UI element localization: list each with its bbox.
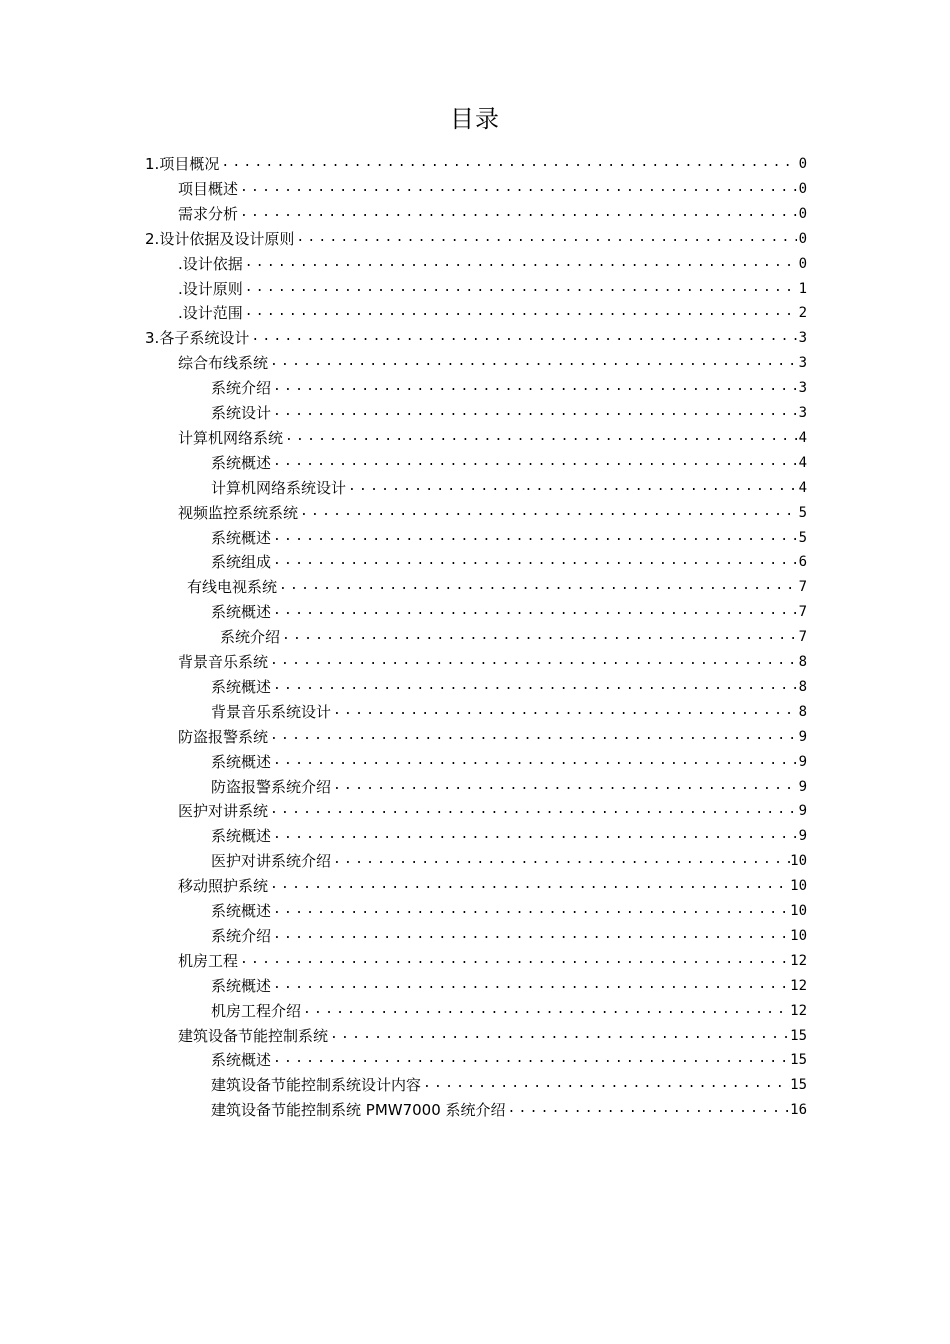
toc-entry[interactable] [178,275,807,299]
toc-entry-page: 3 [798,405,807,421]
toc-entry-label: 系统设计 [211,404,272,422]
toc-entry-label: 需求分析 [178,204,239,223]
toc-entry-page: 9 [798,753,807,770]
toc-leader-dots [506,1099,791,1119]
toc-entry-label: 视频监控系统系统 [178,503,299,522]
toc-entry[interactable] [211,1071,807,1095]
toc-entry[interactable] [211,748,807,772]
toc-entry[interactable] [211,548,807,572]
toc-entry-page: 4 [798,454,807,471]
toc-entry-page: 0 [798,156,807,172]
toc-entry-label: 医护对讲系统介绍 [211,852,332,871]
toc-entry-page: 10 [790,927,807,944]
toc-leader-dots [277,576,797,596]
toc-leader-dots [301,1000,790,1020]
toc-leader-dots [271,1049,790,1069]
toc-leader-dots [331,776,797,796]
toc-entry-page: 16 [790,1102,807,1119]
toc-entry-page: 15 [790,1077,807,1094]
toc-entry[interactable] [178,299,807,323]
toc-entry[interactable] [145,150,807,174]
toc-leader-dots [243,253,797,273]
toc-entry[interactable] [211,773,807,797]
toc-entry-label: 建筑设备节能控制系统 [178,1026,329,1045]
toc-entry-page: 0 [798,180,807,197]
toc-entry[interactable] [211,822,807,846]
toc-entry[interactable] [211,474,807,498]
toc-leader-dots [346,477,797,497]
toc-entry[interactable] [220,623,807,647]
toc-entry-label: 系统概述 [211,902,272,920]
toc-entry[interactable] [145,324,807,348]
toc-entry-label: 防盗报警系统 [178,727,269,746]
toc-entry-page: 3 [798,380,807,397]
toc-entry-label: 系统组成 [211,553,272,572]
toc-leader-dots [243,302,797,322]
toc-entry-label: 防盗报警系统介绍 [211,777,332,796]
toc-entry-page: 0 [798,205,807,222]
toc-entry-label: 设计依据及设计原则 [159,229,295,248]
toc-entry-page: 4 [798,479,807,496]
toc-entry[interactable] [187,573,807,597]
toc-entry-label: 背景音乐系统 [178,653,269,671]
toc-leader-dots [271,402,797,422]
toc-entry-label: 系统概述 [211,677,272,696]
toc-entry-page: 3 [798,330,807,347]
toc-entry-label: 建筑设备节能控制系统 PMW7000 系统介绍 [211,1101,506,1120]
toc-leader-dots [271,751,797,771]
toc-entry-page: 15 [790,1052,807,1069]
toc-entry[interactable] [211,524,807,548]
toc-leader-dots [421,1074,790,1094]
toc-entry-number: 3. [145,329,160,348]
toc-entry-page: 5 [798,529,807,546]
toc-entry[interactable] [211,399,807,423]
toc-entry-page: 1 [798,280,807,297]
toc-entry-page: 7 [798,629,807,646]
toc-entry-page: 7 [798,579,807,596]
toc-entry-number: 2. [145,229,160,248]
toc-entry-label: 机房工程 [178,951,239,970]
toc-entry[interactable] [145,225,807,249]
toc-entry-label: 综合布线系统 [178,354,269,373]
toc-entry[interactable] [178,349,807,373]
toc-entry-label: 机房工程介绍 [211,1001,302,1020]
toc-leader-dots [219,153,797,173]
toc-entry[interactable] [211,997,807,1021]
toc-leader-dots [294,228,797,248]
toc-leader-dots [298,502,797,522]
toc-entry-label: 项目概述 [178,179,239,198]
toc-entry-page: 3 [798,355,807,372]
toc-entry-label: .设计原则 [178,279,243,298]
toc-leader-dots [331,850,790,870]
toc-leader-dots [271,452,797,472]
toc-entry[interactable] [178,175,807,199]
toc-entry-label: .设计范围 [178,304,243,323]
toc-entry-label: 有线电视系统 [187,578,278,597]
toc-entry-page: 6 [798,554,807,571]
toc-leader-dots [243,278,797,298]
toc-leader-dots [271,975,790,995]
toc-leader-dots [280,626,797,646]
toc-entry[interactable] [178,648,807,672]
toc-entry-label: 计算机网络系统设计 [211,478,347,497]
toc-entry-page: 0 [798,255,807,272]
toc-entry-number: 1. [145,155,160,173]
toc-entry-page: 12 [790,1002,807,1019]
toc-leader-dots [271,377,797,397]
toc-entry-label: 计算机网络系统 [178,428,284,447]
toc-entry-page: 8 [798,654,807,670]
toc-entry-page: 9 [798,778,807,795]
toc-entry[interactable] [178,424,807,448]
toc-entry[interactable] [178,797,807,821]
toc-entry-page: 5 [798,504,807,521]
toc-entry-page: 15 [790,1027,807,1044]
toc-entry-label: 系统概述 [211,603,272,622]
toc-entry-page: 7 [798,604,807,621]
toc-entry[interactable] [211,1046,807,1070]
toc-entry-label: 系统概述 [211,1051,272,1070]
toc-entry[interactable] [178,499,807,523]
toc-entry-page: 9 [798,728,807,745]
toc-entry[interactable] [178,872,807,896]
toc-entry[interactable] [211,1096,807,1120]
toc-entry-page: 0 [798,230,807,247]
toc-entry[interactable] [211,673,807,697]
toc-entry-page: 9 [798,828,807,845]
toc-entry[interactable] [211,897,807,921]
toc-entry-label: 系统介绍 [211,379,272,398]
toc-entry-label: 系统介绍 [211,926,272,945]
page-title: 目录 [450,105,500,133]
toc-entry-page: 9 [798,803,807,820]
toc-leader-dots [268,651,797,671]
toc-leader-dots [268,726,797,746]
toc-leader-dots [271,925,790,945]
toc-entry[interactable] [211,972,807,996]
toc-entry-label: 移动照护系统 [178,877,269,896]
toc-entry-label: 医护对讲系统 [178,802,269,821]
toc-entry-label: 系统概述 [211,752,272,771]
toc-entry-label: 背景音乐系统设计 [211,702,332,721]
toc-entry[interactable] [211,374,807,398]
toc-entry-page: 12 [790,952,807,969]
toc-leader-dots [268,352,797,372]
toc-entry-page: 10 [790,903,807,919]
toc-leader-dots [238,203,797,223]
toc-entry-label: 建筑设备节能控制系统设计内容 [211,1076,422,1095]
toc-entry-label: 各子系统设计 [159,329,250,348]
toc-entry-label: 系统概述 [211,528,272,547]
toc-entry-page: 8 [798,703,807,720]
toc-entry-page: 10 [790,878,807,895]
toc-entry-page: 2 [798,305,807,322]
toc-leader-dots [331,701,797,721]
toc-entry-label: 项目概况 [159,155,220,173]
toc-entry[interactable] [178,723,807,747]
toc-entry-page: 8 [798,678,807,695]
toc-entry[interactable] [211,847,807,871]
toc-entry[interactable] [178,250,807,274]
toc-leader-dots [268,800,797,820]
toc-leader-dots [238,178,797,198]
toc-entry-label: .设计依据 [178,254,243,273]
toc-entry-label: 系统概述 [211,827,272,846]
toc-entry-page: 12 [790,977,807,994]
toc-entry[interactable] [211,922,807,946]
toc-leader-dots [238,950,790,970]
toc-leader-dots [328,1025,790,1045]
toc-leader-dots [283,427,797,447]
toc-leader-dots [271,900,790,920]
toc-leader-dots [271,601,797,621]
toc-entry-label: 系统介绍 [220,628,281,647]
toc-leader-dots [271,527,797,547]
toc-entry-page: 10 [790,853,807,870]
toc-entry[interactable] [178,1022,807,1046]
toc-entry[interactable] [211,598,807,622]
toc-entry[interactable] [178,200,807,224]
toc-entry-label: 系统概述 [211,453,272,472]
toc-leader-dots [271,825,797,845]
toc-entry[interactable] [211,698,807,722]
toc-entry[interactable] [211,449,807,473]
toc-entry-page: 4 [798,429,807,446]
toc-leader-dots [268,875,790,895]
toc-leader-dots [271,676,797,696]
toc-entry[interactable] [178,947,807,971]
toc-leader-dots [271,551,797,571]
toc-leader-dots [249,327,797,347]
toc-entry-label: 系统概述 [211,976,272,995]
